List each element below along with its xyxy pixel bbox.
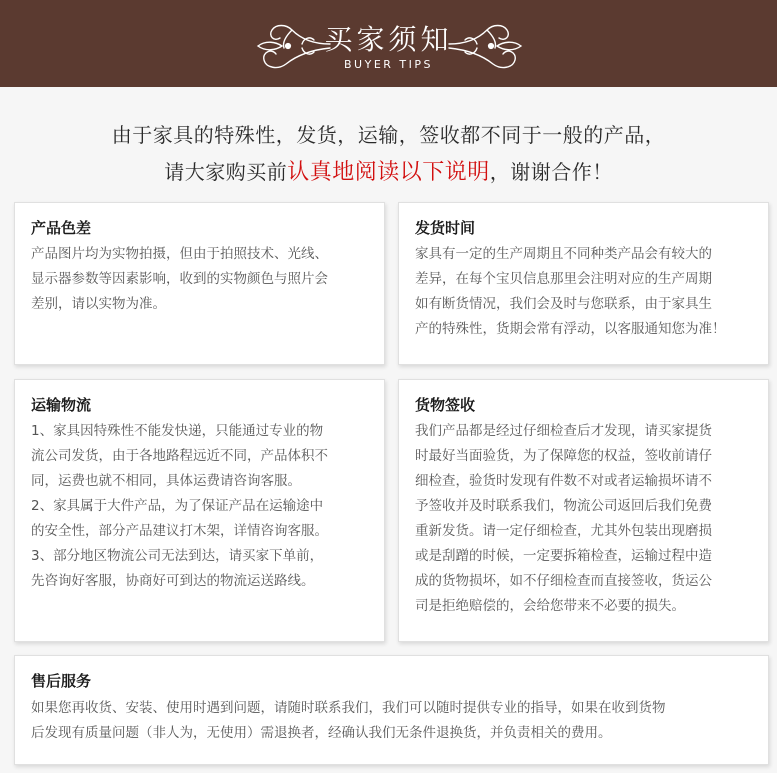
intro-line-2 xyxy=(0,155,777,186)
card-body: 我们产品都是经过仔细检查后才发现，请买家提货 时最好当面验货，为了保障您的权益，签收前请仔 细检查，验货时发现有件数不对或者运输损坏请不 予签收并及时联系我们，物流公司返回后我们免费 重新发货。请一定仔细检查，尤其外包装出现磨损 或是刮蹭的时候，一定要拆箱检查，运输过程中造 成的货物损坏，如不仔细检查而直接签收，货运公 司是拒绝赔偿的，会给您带来不必要的损失。 xyxy=(415,423,712,614)
intro-prefix: 请大家购买前 xyxy=(164,160,288,184)
card-receipt xyxy=(398,379,769,642)
card-shipping-time xyxy=(398,202,769,365)
card-color-difference xyxy=(14,202,385,365)
card-title: 售后服务 xyxy=(31,672,92,690)
card-after-sales xyxy=(14,655,769,765)
card-title: 产品色差 xyxy=(31,219,92,237)
header-banner xyxy=(0,0,777,87)
intro-highlight: 认真地阅读以下说明 xyxy=(287,160,490,185)
card-title: 运输物流 xyxy=(31,396,92,414)
card-body: 如果您再收货、安装、使用时遇到问题，请随时联系我们，我们可以随时提供专业的指导，如果在收到货物 后发现有质量问题（非人为，无使用）需退换者，经确认我们无条件退换货，并负责相关的费用。 xyxy=(31,700,666,741)
header-subtitle: BUYER TIPS xyxy=(344,58,433,71)
header-title: 买家须知 xyxy=(324,23,453,56)
card-title: 发货时间 xyxy=(415,219,476,237)
card-title: 货物签收 xyxy=(415,396,476,414)
card-body: 1、家具因特殊性不能发快递，只能通过专业的物 流公司发货，由于各地路程远近不同，产品体积不 同，运费也就不相同，具体运费请咨询客服。 2、家具属于大件产品，为了保证产品在运输途中 的安全性，部分产品建议打木架，详情咨询客服。 3、部分地区物流公司无法到达，请买家下单前， 先咨询好客服，协商好可到达的物流运送路线。 xyxy=(31,423,328,589)
card-body: 家具有一定的生产周期且不同种类产品会有较大的 差异，在每个宝贝信息那里会注明对应的生产周期 如有断货情况，我们会及时与您联系，由于家具生 产的特殊性，货期会常有浮动，以客服通知您为准！ xyxy=(415,246,726,337)
card-body: 产品图片均为实物拍摄，但由于拍照技术、光线、 显示器参数等因素影响，收到的实物颜色与照片会 差别，请以实物为准。 xyxy=(31,246,328,312)
ornament-swirl-right-icon xyxy=(447,18,527,74)
intro-line-1: 由于家具的特殊性，发货，运输，签收都不同于一般的产品， xyxy=(111,123,666,147)
card-logistics xyxy=(14,379,385,642)
intro-suffix: ，谢谢合作！ xyxy=(489,160,613,184)
